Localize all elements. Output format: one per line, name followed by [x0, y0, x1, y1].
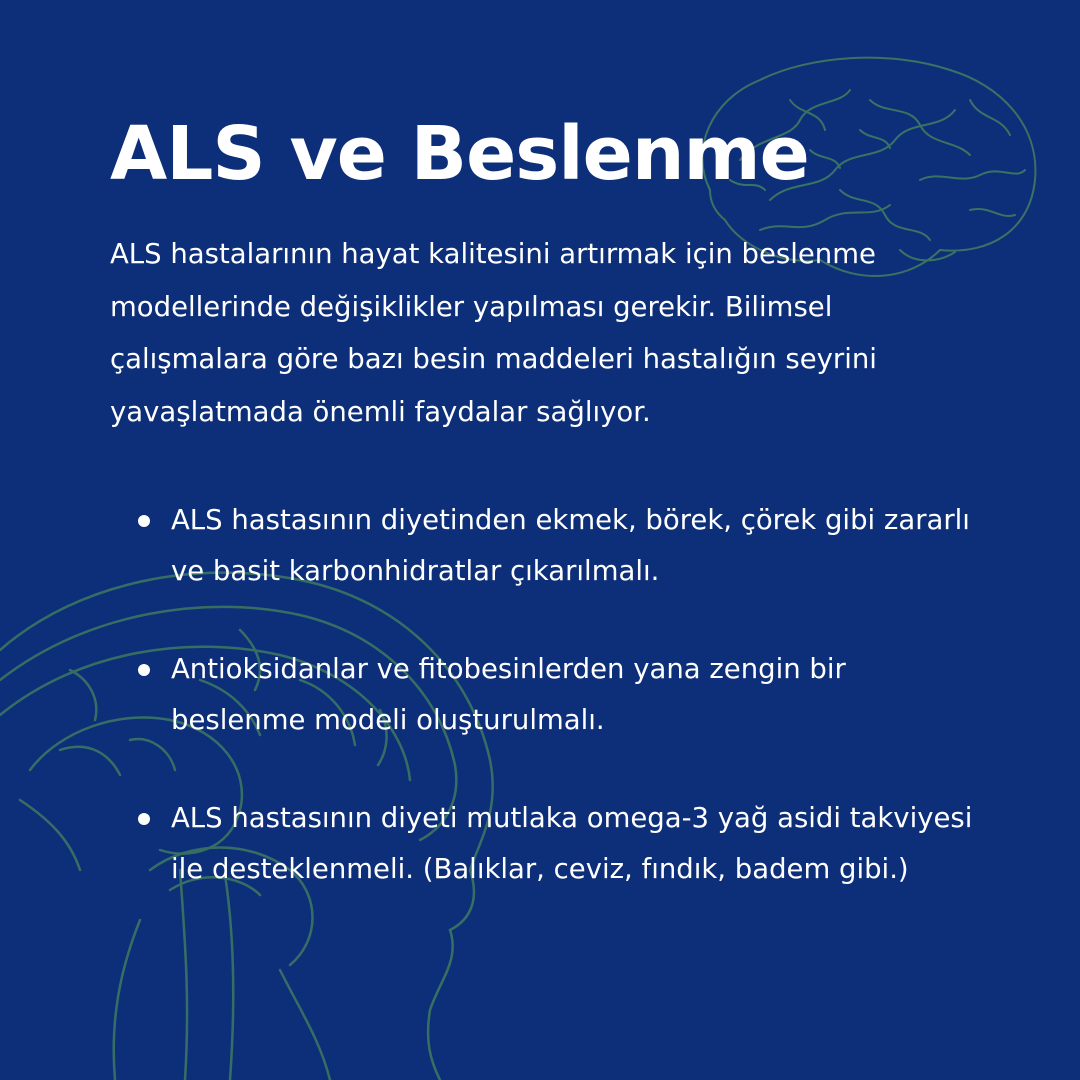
list-item-text: Antioksidanlar ve fitobesinlerden yana zengin bir beslenme modeli oluşturulmalı.: [171, 653, 846, 736]
intro-paragraph: ALS hastalarının hayat kalitesini artırmak için beslenme modellerinde değişiklikler yapılması gerekir. Bilimsel çalışmalara göre bazı besin maddeleri hastalığın seyrini yavaşlatmada önemli faydalar sağlıyor.: [110, 238, 877, 428]
list-item: [110, 644, 981, 745]
page-title: ALS ve Beslenme: [110, 111, 809, 197]
list-item: [110, 793, 981, 894]
bullet-dot-icon: [138, 813, 150, 825]
bullet-dot-icon: [138, 515, 150, 527]
content: [110, 108, 1010, 942]
list-item-text: ALS hastasının diyeti mutlaka omega-3 yağ asidi takviyesi ile desteklenmeli. (Balıklar, ceviz, fındık, badem gibi.): [171, 802, 973, 885]
bullet-list: [110, 495, 1010, 894]
list-item-text: ALS hastasının diyetinden ekmek, börek, çörek gibi zararlı ve basit karbonhidratlar çıkarılmalı.: [171, 504, 970, 587]
bullet-dot-icon: [138, 664, 150, 676]
list-item: [110, 495, 981, 596]
